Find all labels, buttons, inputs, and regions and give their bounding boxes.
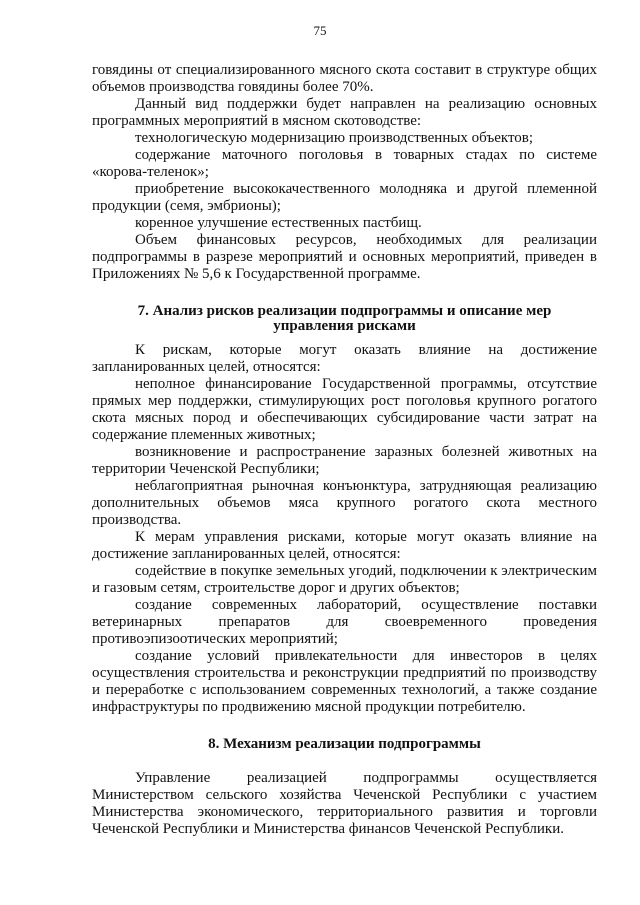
paragraph: К рискам, которые могут оказать влияние на достижение запланированных целей, относятся:	[92, 342, 597, 375]
paragraph: Управление реализацией подпрограммы осуществляется Министерством сельского хозяйства Чеченской Республики с участием Министерства экономического, территориального развития и торговли Чеченской Республики и Министерства финансов Чеченской Республики.	[92, 770, 597, 837]
list-item: технологическую модернизацию производственных объектов;	[135, 130, 534, 146]
paragraph: Данный вид поддержки будет направлен на реализацию основных программных мероприятий в мясном скотоводстве:	[92, 96, 597, 129]
list-item: создание условий привлекательности для инвесторов в целях осуществления строительства и реконструкции предприятий по производству и переработке с использованием современных технологий, а также создание инфраструктуры по продвижению мясной продукции потребителю.	[92, 648, 597, 715]
list-item: коренное улучшение естественных пастбищ.	[135, 215, 422, 231]
page-number: 75	[313, 23, 327, 38]
list-item: создание современных лабораторий, осуществление поставки ветеринарных препаратов для своевременного проведения противоэпизоотических мероприятий;	[92, 597, 597, 647]
paragraph: Объем финансовых ресурсов, необходимых для реализации подпрограммы в разрезе мероприятий и основных мероприятий, приведен в Приложениях № 5,6 к Государственной программе.	[92, 232, 597, 282]
list-item: возникновение и распространение заразных болезней животных на территории Чеченской Республики;	[92, 444, 597, 477]
list-item: содействие в покупке земельных угодий, подключении к электрическим и газовым сетям, строительстве дорог и других объектов;	[92, 563, 597, 596]
paragraph: говядины от специализированного мясного скота составит в структуре общих объемов производства говядины более 70%.	[92, 62, 597, 95]
document-body	[92, 62, 597, 838]
list-item: неполное финансирование Государственной программы, отсутствие прямых мер поддержки, стимулирующих рост поголовья крупного рогатого скота мясных пород и обеспечивающих субсидирование части затрат на содержание племенных животных;	[92, 376, 597, 443]
list-item: неблагоприятная рыночная конъюнктура, затрудняющая реализацию дополнительных объемов мяса крупного рогатого скота местного производства.	[92, 478, 597, 528]
list-item: содержание маточного поголовья в товарных стадах по системе «корова-теленок»;	[92, 147, 597, 180]
paragraph: К мерам управления рисками, которые могут оказать влияние на достижение запланированных целей, относятся:	[92, 529, 597, 562]
list-item: приобретение высококачественного молодняка и другой племенной продукции (семя, эмбрионы);	[92, 181, 597, 214]
section-heading-7: 7. Анализ рисков реализации подпрограммы и описание мер управления рисками	[137, 303, 552, 334]
section-heading-8: 8. Механизм реализации подпрограммы	[208, 736, 481, 752]
